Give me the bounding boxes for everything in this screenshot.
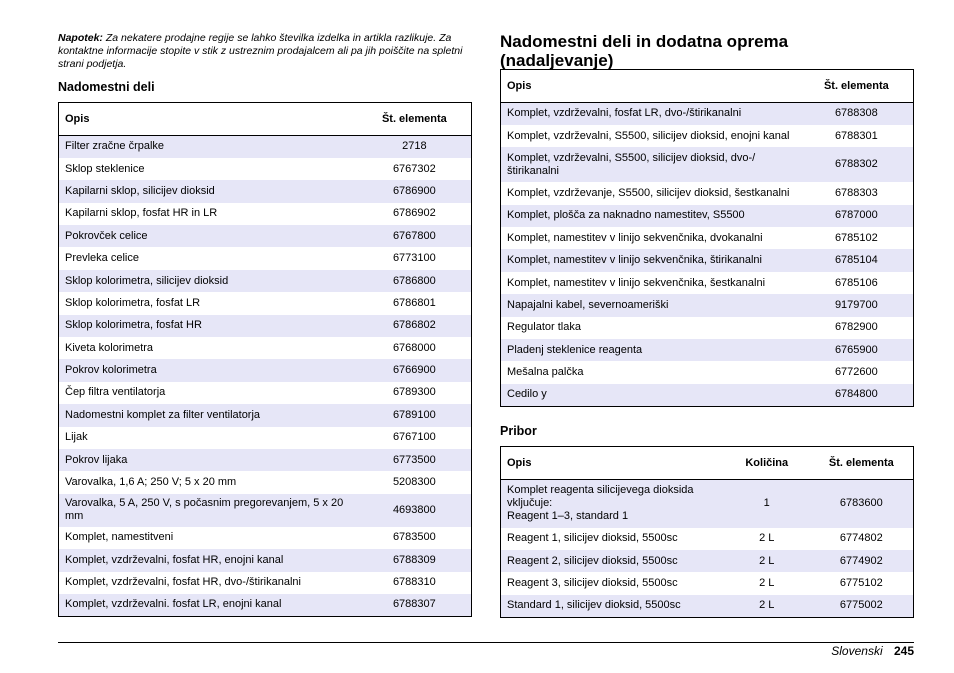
cell-desc: Sklop kolorimetra, fosfat HR <box>59 315 358 337</box>
table-row <box>501 103 914 125</box>
table-row <box>59 315 472 337</box>
table-row <box>59 572 472 594</box>
table-row <box>501 182 914 204</box>
table-row <box>59 594 472 616</box>
cell-desc: Reagent 1, silicijev dioksid, 5500sc <box>507 532 678 545</box>
note <box>58 32 478 71</box>
table-row <box>59 270 472 292</box>
cell-desc: Mešalna palčka <box>507 366 584 379</box>
cell-item: 9179700 <box>800 294 914 316</box>
cell-desc: Nadomestni komplet za filter ventilatorja <box>59 404 358 426</box>
cell-item: 6787000 <box>800 205 914 227</box>
cell-item: 6774802 <box>839 532 883 545</box>
accessories-heading: Pribor <box>500 424 537 438</box>
page-number: 245 <box>893 644 914 658</box>
cell-item: 6788303 <box>834 186 878 199</box>
cell-qty: 1 <box>724 480 810 528</box>
table-row <box>501 205 914 227</box>
cell-item: 6789300 <box>392 386 436 399</box>
cell-qty: 2 L <box>724 595 810 617</box>
table-row <box>501 361 914 383</box>
cell-desc: Regulator tlaka <box>507 321 581 334</box>
table-row <box>59 549 472 571</box>
cell-desc: Komplet, namestitveni <box>65 531 174 544</box>
cell-item: 6768000 <box>392 341 436 354</box>
cell-desc: Standard 1, silicijev dioksid, 5500sc <box>501 595 724 617</box>
cell-item: 2718 <box>358 136 472 158</box>
cell-desc: Komplet, vzdrževalni, S5500, silicijev dioksid, enojni kanal <box>507 129 790 142</box>
col-item: Št. elementa <box>800 70 914 103</box>
table-row <box>59 471 472 493</box>
cell-desc: Reagent 2, silicijev dioksid, 5500sc <box>501 550 724 572</box>
cell-desc: Komplet, vzdrževalni, fosfat LR, dvo-/štirikanalni <box>501 103 800 125</box>
table-row <box>501 125 914 147</box>
cell-desc: Pladenj steklenice reagenta <box>501 339 800 361</box>
table-row <box>59 359 472 381</box>
spare-parts-table <box>58 102 472 617</box>
cell-desc: Kapilarni sklop, fosfat HR in LR <box>65 207 218 220</box>
cell-desc: Komplet, vzdrževalni, fosfat HR, dvo-/štirikanalni <box>65 576 301 589</box>
cell-item: 6788308 <box>800 103 914 125</box>
cell-item: 5208300 <box>392 476 436 489</box>
table-row <box>59 427 472 449</box>
cell-desc: Sklop kolorimetra, fosfat LR <box>65 296 201 309</box>
table-row <box>59 527 472 549</box>
footer-divider <box>58 642 914 643</box>
cell-item: 6775002 <box>810 595 914 617</box>
cell-desc: Cedilo y <box>501 384 800 406</box>
col-item: Št. elementa <box>810 447 914 480</box>
table-row <box>501 384 914 406</box>
cell-item: 6788301 <box>834 129 878 142</box>
accessories-table <box>500 446 914 618</box>
cell-desc: Komplet, vzdrževanje, S5500, silicijev dioksid, šestkanalni <box>507 186 790 199</box>
cell-desc: Sklop kolorimetra, silicijev dioksid <box>59 270 358 292</box>
cell-item: 6786802 <box>358 315 472 337</box>
table-row <box>59 404 472 426</box>
cell-item: 6784800 <box>800 384 914 406</box>
cell-desc: Čep filtra ventilatorja <box>65 386 166 399</box>
cell-item: 6788309 <box>358 549 472 571</box>
cell-item: 4693800 <box>358 494 472 527</box>
table-row <box>501 572 914 594</box>
cell-item: 6767100 <box>392 431 436 444</box>
footer <box>831 644 914 658</box>
table-row <box>501 147 914 182</box>
table-row <box>59 382 472 404</box>
cell-desc: Komplet reagenta silicijevega dioksida vključuje: Reagent 1–3, standard 1 <box>501 480 724 528</box>
table-row <box>501 317 914 339</box>
cell-item: 6786902 <box>392 207 436 220</box>
col-desc: Opis <box>59 103 358 136</box>
cell-desc: Komplet, vzdrževalni, fosfat HR, enojni kanal <box>59 549 358 571</box>
table-row <box>59 180 472 202</box>
note-text: Za nekatere prodajne regije se lahko številka izdelka in artikla razlikuje. Za kontaktne informacije stopite v stik z ustreznim prodajalcem ali pa jih poiščite na spletni strani podjetja. <box>58 32 463 70</box>
cell-desc: Pokrovček celice <box>59 225 358 247</box>
cell-item: 6783600 <box>810 480 914 528</box>
cell-item: 6789100 <box>358 404 472 426</box>
col-desc: Opis <box>501 70 800 103</box>
table-row <box>59 292 472 314</box>
cell-item: 6783500 <box>392 531 436 544</box>
table-row <box>501 550 914 572</box>
cell-item: 6788307 <box>358 594 472 616</box>
cell-item: 6786801 <box>392 296 436 309</box>
cell-desc: Varovalka, 5 A, 250 V, s počasnim pregorevanjem, 5 x 20 mm <box>59 494 358 527</box>
col-item: Št. elementa <box>358 103 472 136</box>
cell-desc: Komplet, namestitev v linijo sekvenčnika, štirikanalni <box>501 249 800 271</box>
cell-desc: Lijak <box>65 431 88 444</box>
cell-item: 6786900 <box>358 180 472 202</box>
cell-desc: Komplet, plošča za naknadno namestitev, S5500 <box>501 205 800 227</box>
table-row <box>59 225 472 247</box>
cell-desc: Prevleka celice <box>65 252 139 265</box>
cell-desc: Sklop steklenice <box>65 162 145 175</box>
table-row <box>501 294 914 316</box>
table-row <box>59 203 472 225</box>
cell-item: 6773100 <box>392 252 436 265</box>
table-row <box>501 339 914 361</box>
cell-desc: Pokrov lijaka <box>59 449 358 471</box>
spare-parts-continued-table <box>500 69 914 407</box>
cell-desc: Napajalni kabel, severnoameriški <box>501 294 800 316</box>
cell-item: 6788302 <box>800 147 914 182</box>
table-row <box>501 272 914 294</box>
col-qty: Količina <box>724 447 810 480</box>
cell-item: 6765900 <box>800 339 914 361</box>
cell-item: 6788310 <box>392 576 436 589</box>
cell-desc: Kapilarni sklop, silicijev dioksid <box>59 180 358 202</box>
cell-desc: Filter zračne črpalke <box>59 136 358 158</box>
table-row <box>501 528 914 550</box>
cell-item: 6785102 <box>834 231 878 244</box>
table-row <box>501 480 914 528</box>
cell-item: 6785106 <box>834 276 878 289</box>
cell-desc: Reagent 3, silicijev dioksid, 5500sc <box>507 576 678 589</box>
table-row <box>59 449 472 471</box>
table-row <box>59 337 472 359</box>
spare-parts-heading: Nadomestni deli <box>58 80 155 94</box>
note-label: Napotek: <box>58 32 103 44</box>
cell-item: 6767800 <box>358 225 472 247</box>
cell-qty: 2 L <box>759 532 775 545</box>
table-row <box>501 595 914 617</box>
table-row <box>501 227 914 249</box>
cell-item: 6785104 <box>800 249 914 271</box>
cell-desc: Komplet, vzdrževalni. fosfat LR, enojni kanal <box>59 594 358 616</box>
cell-item: 6773500 <box>358 449 472 471</box>
cell-item: 6767302 <box>392 162 436 175</box>
cell-item: 6775102 <box>839 576 883 589</box>
cell-desc: Komplet, namestitev v linijo sekvenčnika, dvokanalni <box>507 231 763 244</box>
table-row <box>59 158 472 180</box>
cell-item: 6772600 <box>834 366 878 379</box>
cell-desc: Komplet, namestitev v linijo sekvenčnika, šestkanalni <box>507 276 766 289</box>
col-desc: Opis <box>501 447 724 480</box>
table-row <box>59 136 472 158</box>
table-row <box>59 247 472 269</box>
table-row <box>501 249 914 271</box>
footer-language: Slovenski <box>831 644 883 658</box>
cell-desc: Varovalka, 1,6 A; 250 V; 5 x 20 mm <box>65 476 237 489</box>
cell-item: 6774902 <box>810 550 914 572</box>
table-row <box>59 494 472 527</box>
cell-desc: Pokrov kolorimetra <box>59 359 358 381</box>
cell-qty: 2 L <box>759 576 775 589</box>
cell-item: 6782900 <box>834 321 878 334</box>
cell-item: 6786800 <box>358 270 472 292</box>
cell-desc: Komplet, vzdrževalni, S5500, silicijev dioksid, dvo-/štirikanalni <box>501 147 800 182</box>
cell-item: 6766900 <box>358 359 472 381</box>
cell-desc: Kiveta kolorimetra <box>65 341 154 354</box>
page-title: Nadomestni deli in dodatna oprema (nadaljevanje) <box>500 32 789 70</box>
cell-qty: 2 L <box>724 550 810 572</box>
